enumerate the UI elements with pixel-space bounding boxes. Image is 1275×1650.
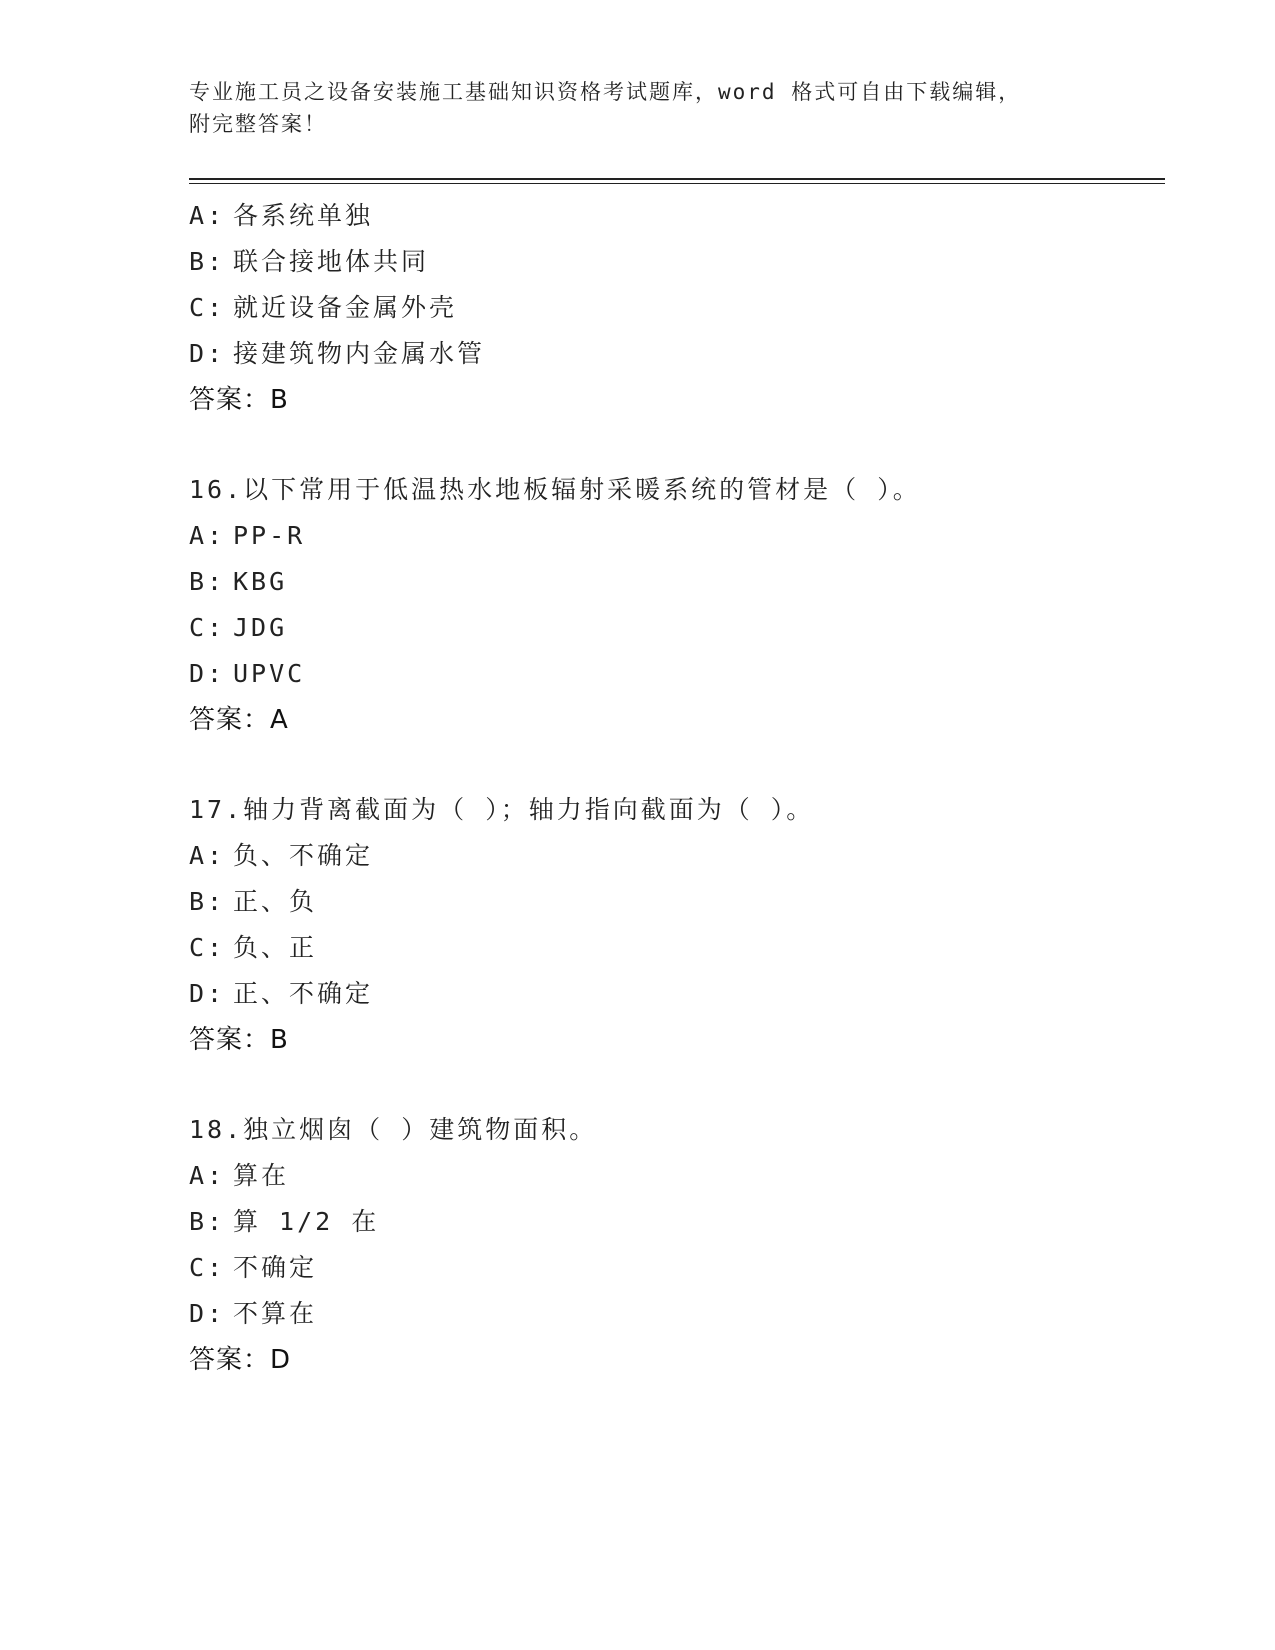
answer-line: 答案：A: [189, 705, 289, 735]
question-list: [189, 193, 1165, 1383]
option-b: B: KBG: [189, 567, 288, 596]
option-a: A: 负、不确定: [189, 841, 374, 870]
option-b: B: 算 1/2 在: [189, 1207, 380, 1236]
header-line-1: 专业施工员之设备安装施工基础知识资格考试题库，word 格式可自由下载编辑，: [189, 80, 1022, 104]
option-d: D: 正、不确定: [189, 979, 374, 1008]
option-a: A: 各系统单独: [189, 201, 374, 230]
question-text: 18.独立烟囱（ ）建筑物面积。: [189, 1115, 598, 1144]
question-text: 17.轴力背离截面为（ ）；轴力指向截面为（ ）。: [189, 795, 815, 824]
spacer: [189, 743, 1165, 787]
header-divider-thick: [189, 178, 1165, 180]
option-a: A: PP-R: [189, 521, 306, 550]
spacer: [189, 423, 1165, 467]
question-text: 16.以下常用于低温热水地板辐射采暖系统的管材是（ ）。: [189, 475, 921, 504]
question-block-15: [189, 193, 1165, 423]
option-b: B: 正、负: [189, 887, 318, 916]
question-block-17: [189, 787, 1165, 1063]
option-b: B: 联合接地体共同: [189, 247, 430, 276]
option-c: C: 就近设备金属外壳: [189, 293, 458, 322]
header-line-2: 附完整答案！: [189, 112, 327, 136]
spacer: [189, 1063, 1165, 1107]
option-c: C: JDG: [189, 613, 288, 642]
document-header: [189, 76, 1069, 140]
option-d: D: 不算在: [189, 1299, 318, 1328]
option-a: A: 算在: [189, 1161, 290, 1190]
question-block-18: [189, 1107, 1165, 1383]
header-divider-thin: [189, 183, 1165, 184]
option-c: C: 负、正: [189, 933, 318, 962]
option-c: C: 不确定: [189, 1253, 318, 1282]
question-block-16: [189, 467, 1165, 743]
answer-line: 答案：D: [189, 1345, 292, 1375]
option-d: D: UPVC: [189, 659, 306, 688]
answer-line: 答案：B: [189, 385, 289, 415]
answer-line: 答案：B: [189, 1025, 289, 1055]
option-d: D: 接建筑物内金属水管: [189, 339, 486, 368]
